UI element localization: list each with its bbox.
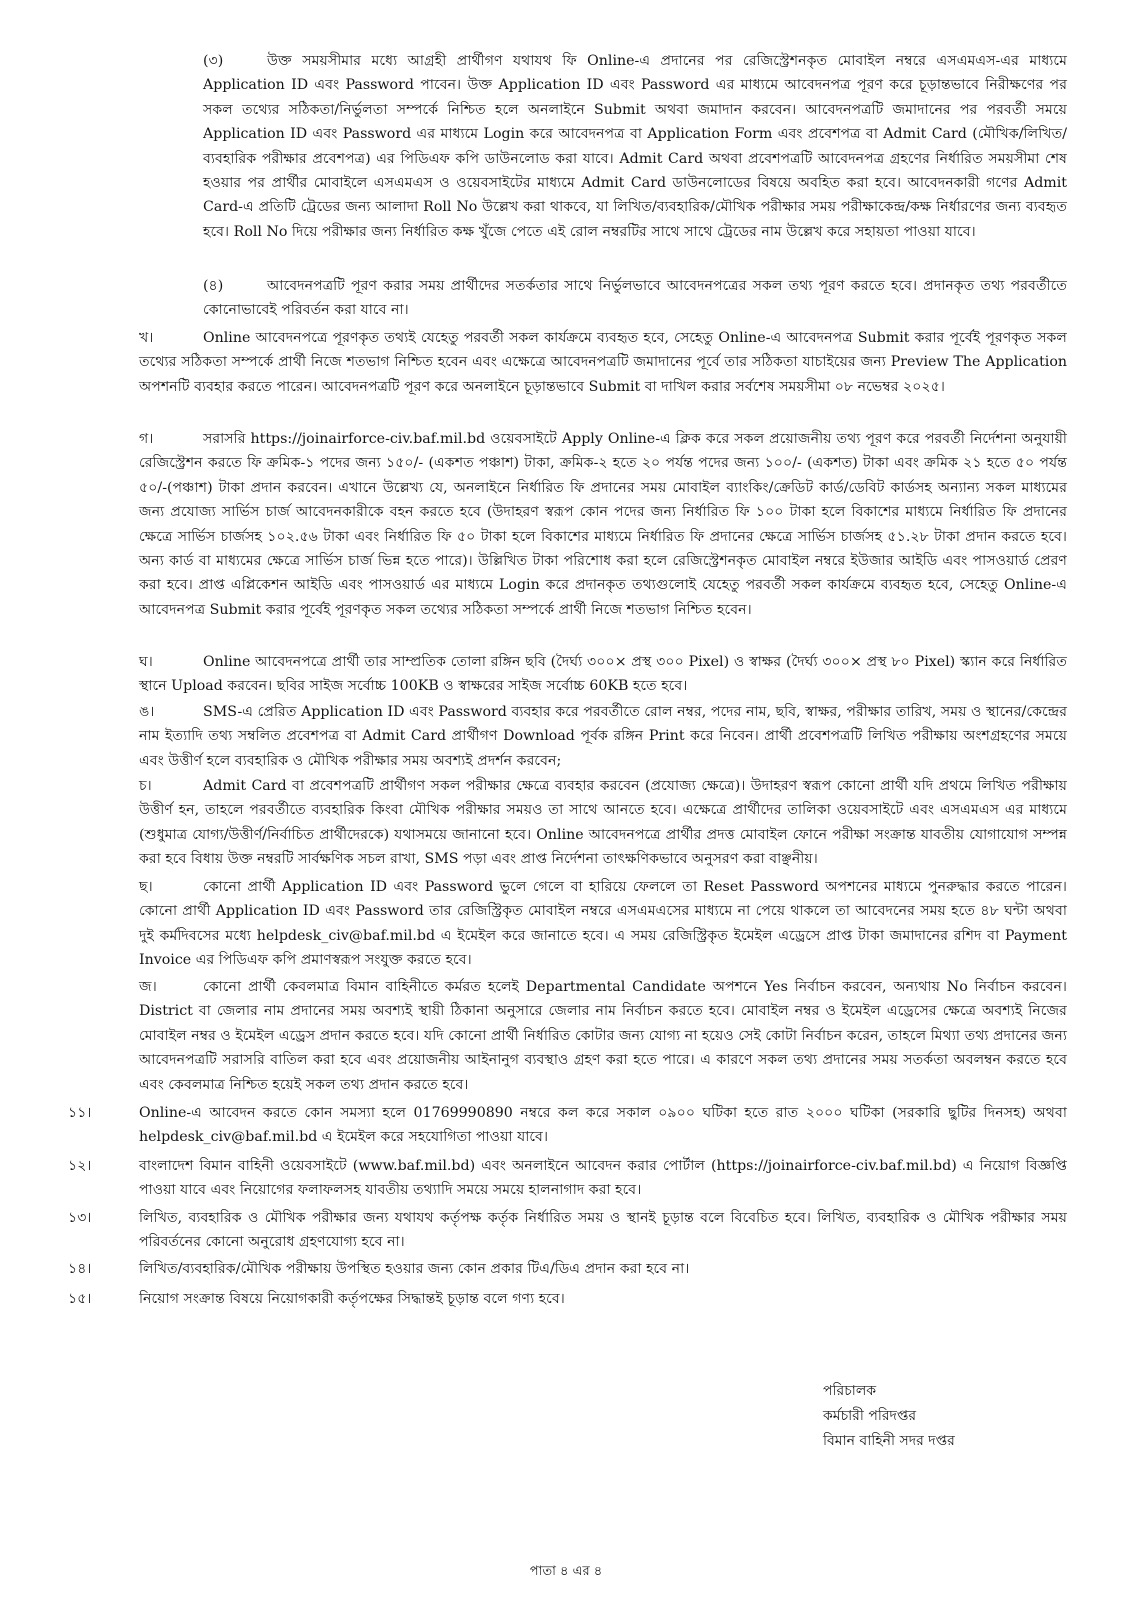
section-label-cha: ছ। bbox=[139, 879, 153, 895]
paragraph-4 bbox=[203, 274, 1067, 323]
section-label-uma: ঙ। bbox=[139, 704, 155, 720]
item-label-13: ১৩। bbox=[68, 1210, 92, 1226]
paragraph-text: Admit Card বা প্রবেশপত্রটি প্রার্থীগণ সকল পরীক্ষার ক্ষেত্রে ব্যবহার করবেন (প্রযোজ্য ক্ষেত্রে)। উদাহরণ স্বরূপ কোনো প্রার্থী যদি প্রথমে লিখিত পরীক্ষায় উত্তীর্ণ হন, তাহলে পরবর্তীতে ব্যবহারিক কিংবা মৌখিক পরীক্ষার সময়ও তা সাথে আনতে হবে। এক্ষেত্রে প্রার্থীদের তালিকা ওয়েবসাইটে এবং এসএমএস এর মাধ্যমে (শুধুমাত্র যোগ্য/উত্তীর্ণ/নির্বাচিত প্রার্থীদেরকে) যথাসময়ে জানানো হবে। Online আবেদনপত্রে প্রার্থীর প্রদত্ত মোবাইল ফোনে পরীক্ষা সংক্রান্ত যাবতীয় যোগাযোগ সম্পন্ন করা হবে বিধায় উক্ত নম্বরটি সার্বক্ষণিক সচল রাখা, SMS পড়া এবং প্রাপ্ত নির্দেশনা তাৎক্ষণিকভাবে অনুসরণ করা বাঞ্ছনীয়। bbox=[139, 778, 1067, 868]
page-number: পাতা ৪ এর ৪ bbox=[529, 1564, 603, 1579]
item-label-15: ১৫। bbox=[68, 1291, 92, 1307]
paragraph-text: কোনো প্রার্থী Application ID এবং Password ভুলে গেলে বা হারিয়ে ফেললে তা Reset Password অপশনের মাধ্যমে পুনরুদ্ধার করতে পারেন। কোনো প্রার্থী Application ID এবং Password তার রেজিস্ট্রিকৃত মোবাইল নম্বরে এসএমএসের মাধ্যমে না পেয়ে থাকলে তা আবেদনের সময় হতে ৪৮ ঘন্টা অথবা দুই কর্মদিবসের মধ্যে helpdesk_civ@baf.mil.bd এ ইমেইল করে জানাতে হবে। এ সময় রেজিস্ট্রিকৃত ইমেইল এড্রেসে প্রাপ্ত টাকা জমাদানের রশিদ বা Payment Invoice এর পিডিএফ কপি প্রমাণস্বরূপ সংযুক্ত করতে হবে। bbox=[139, 879, 1067, 969]
paragraph-3 bbox=[203, 49, 1067, 244]
section-ga bbox=[139, 427, 1067, 622]
paragraph-text: Online আবেদনপত্রে প্রার্থী তার সাম্প্রতিক তোলা রঙ্গিন ছবি (দৈর্ঘ্য ৩০০× প্রস্থ ৩০০ Pixel) ও স্বাক্ষর (দৈর্ঘ্য ৩০০× প্রস্থ ৮০ Pixel) স্ক্যান করে নির্ধারিত স্থানে Upload করবেন। ছবির সাইজ সর্বোচ্চ 100KB ও স্বাক্ষরের সাইজ সর্বোচ্চ 60KB হতে হবে। bbox=[139, 654, 1067, 695]
item-12 bbox=[139, 1154, 1067, 1203]
paragraph-text: নিয়োগ সংক্রান্ত বিষয়ে নিয়োগকারী কর্তৃপক্ষের সিদ্ধান্তই চূড়ান্ত বলে গণ্য হবে। bbox=[139, 1291, 565, 1307]
section-label-gha: ঘ। bbox=[139, 654, 153, 670]
signature-block bbox=[823, 1379, 955, 1454]
signature-office: কর্মচারী পরিদপ্তর bbox=[823, 1408, 917, 1424]
item-label-14: ১৪। bbox=[68, 1261, 92, 1277]
paragraph-text: Online-এ আবেদন করতে কোন সমস্যা হলে 01769990890 নম্বরে কল করে সকাল ০৯০০ ঘটিকা হতে রাত ২০০০ ঘটিকা (সরকারি ছুটির দিনসহ) অথবা helpdesk_civ@baf.mil.bd এ ইমেইল করে সহযোগিতা পাওয়া যাবে। bbox=[139, 1105, 1067, 1146]
paragraph-text: লিখিত/ব্যবহারিক/মৌখিক পরীক্ষায় উপস্থিত হওয়ার জন্য কোন প্রকার টিএ/ডিএ প্রদান করা হবে না। bbox=[139, 1261, 690, 1277]
section-kha bbox=[139, 326, 1067, 399]
signature-title: পরিচালক bbox=[823, 1383, 877, 1399]
section-gha bbox=[139, 650, 1067, 699]
paragraph-text: Online আবেদনপত্রে পূরণকৃত তথ্যই যেহেতু পরবর্তী সকল কার্যক্রমে ব্যবহৃত হবে, সেহেতু Online-এ আবেদনপত্র Submit করার পূর্বেই পূরণকৃত সকল তথ্যের সঠিকতা সম্পর্কে প্রার্থী নিজে শতভাগ নিশ্চিত হবেন এবং এক্ষেত্রে আবেদনপত্রটি জমাদানের পূর্বে তার সঠিকতা যাচাইয়ের জন্য Preview The Application অপশনটি ব্যবহার করতে পারেন। আবেদনপত্রটি পূরণ করে অনলাইনে চূড়ান্তভাবে Submit বা দাখিল করার সর্বশেষ সময়সীমা ০৮ নভেম্বর ২০২৫। bbox=[139, 330, 1067, 395]
section-uma bbox=[139, 700, 1067, 773]
paragraph-text: সরাসরি https://joinairforce-civ.baf.mil.bd ওয়েবসাইটে Apply Online-এ ক্লিক করে সকল প্রয়োজনীয় তথ্য পূরণ করে পরবর্তী নির্দেশনা অনুযায়ী রেজিস্ট্রেশন করতে ফি ক্রমিক-১ পদের জন্য ১৫০/- (একশত পঞ্চাশ) টাকা, ক্রমিক-২ হতে ২০ পর্যন্ত পদের জন্য ১০০/- (একশত) টাকা এবং ক্রমিক ২১ হতে ৫০ পর্যন্ত ৫০/-(পঞ্চাশ) টাকা প্রদান করবেন। এখানে উল্লেখ্য যে, অনলাইনে নির্ধারিত ফি প্রদানের সময় মোবাইল ব্যাংকিং/ক্রেডিট কার্ড/ডেবিট কার্ডসহ অন্যান্য সকল মাধ্যমের জন্য প্রযোজ্য সার্ভিস চার্জ আবেদনকারীকে বহন করতে হবে (উদাহরণ স্বরূপ কোন পদের জন্য নির্ধারিত ফি ১০০ টাকা হলে বিকাশের মাধ্যমে নির্ধারিত ফি প্রদানের ক্ষেত্রে সার্ভিস চার্জসহ ১০২.৫৬ টাকা এবং নির্ধারিত ফি ৫০ টাকা হলে বিকাশের মাধ্যমে নির্ধারিত ফি প্রদানের ক্ষেত্রে সার্ভিস চার্জসহ ৫১.২৮ টাকা প্রদান করতে হবে। অন্য কার্ড বা মাধ্যমের ক্ষেত্রে সার্ভিস চার্জ ভিন্ন হতে পারে)। উল্লিখিত টাকা পরিশোধ করা হলে রেজিস্ট্রেশনকৃত মোবাইল নম্বরে ইউজার আইডি এবং পাসওয়ার্ড প্রেরণ করা হবে। প্রাপ্ত এপ্লিকেশন আইডি এবং পাসওয়ার্ড এর মাধ্যমে Login করে প্রদানকৃত তথ্যগুলোই যেহেতু পরবর্তী সকল কার্যক্রমে ব্যবহৃত হবে, সেহেতু Online-এ আবেদনপত্র Submit করার পূর্বেই পূরণকৃত সকল তথ্যের সঠিকতা সম্পর্কে প্রার্থী নিজে শতভাগ নিশ্চিত হবেন। bbox=[139, 431, 1067, 618]
item-11 bbox=[139, 1101, 1067, 1150]
paragraph-text: লিখিত, ব্যবহারিক ও মৌখিক পরীক্ষার জন্য যথাযথ কর্তৃপক্ষ কর্তৃক নির্ধারিত সময় ও স্থানই চূড়ান্ত বলে বিবেচিত হবে। লিখিত, ব্যবহারিক ও মৌখিক পরীক্ষার সময় পরিবর্তনের কোনো অনুরোধ গ্রহণযোগ্য হবে না। bbox=[139, 1210, 1067, 1251]
section-label-ca: চ। bbox=[139, 778, 152, 794]
section-ca bbox=[139, 774, 1067, 872]
item-15 bbox=[139, 1287, 1067, 1311]
item-13 bbox=[139, 1206, 1067, 1255]
section-label-kha: খ। bbox=[139, 330, 154, 346]
section-label-ga: গ। bbox=[139, 431, 154, 447]
section-cha bbox=[139, 875, 1067, 973]
paragraph-text: উক্ত সময়সীমার মধ্যে আগ্রহী প্রার্থীগণ যথাযথ ফি Online-এ প্রদানের পর রেজিস্ট্রেশনকৃত মোবাইল নম্বরে এসএমএস-এর মাধ্যমে Application ID এবং Password পাবেন। উক্ত Application ID এবং Password এর মাধ্যমে আবেদনপত্র পূরণ করে চূড়ান্তভাবে নিরীক্ষণের পর সকল তথ্যের সঠিকতা/নির্ভুলতা সম্পর্কে নিশ্চিত হলে অনলাইনে Submit অথবা জমাদান করবেন। আবেদনপত্রটি জমাদানের পর পরবর্তী সময়ে Application ID এবং Password এর মাধ্যমে Login করে আবেদনপত্র বা Application Form এবং প্রবেশপত্র বা Admit Card (মৌখিক/লিখিত/ব্যবহারিক পরীক্ষার প্রবেশপত্র) এর পিডিএফ কপি ডাউনলোড করা যাবে। Admit Card অথবা প্রবেশপত্রটি আবেদনপত্র গ্রহণের নির্ধারিত সময়সীমা শেষ হওয়ার পর প্রার্থীর মোবাইলে এসএমএস ও ওয়েবসাইটের মাধ্যমে Admit Card ডাউনলোডের বিষয়ে অবহিত করা হবে। আবেদনকারী গণের Admit Card-এ প্রতিটি ট্রেডের জন্য আলাদা Roll No উল্লেখ করা থাকবে, যা লিখিত/ব্যবহারিক/মৌখিক পরীক্ষার সময় পরীক্ষাকেন্দ্র/কক্ষ নির্ধারণের জন্য ব্যবহৃত হবে। Roll No দিয়ে পরীক্ষার জন্য নির্ধারিত কক্ষ খুঁজে পেতে এই রোল নম্বরটির সাথে সাথে ট্রেডের নাম উল্লেখ করে সহায়তা পাওয়া যাবে। bbox=[203, 53, 1067, 240]
item-label-11: ১১। bbox=[68, 1105, 92, 1121]
signature-organization: বিমান বাহিনী সদর দপ্তর bbox=[823, 1433, 955, 1449]
paragraph-text: SMS-এ প্রেরিত Application ID এবং Password ব্যবহার করে পরবর্তীতে রোল নম্বর, পদের নাম, ছবি, স্বাক্ষর, পরীক্ষার তারিখ, সময় ও স্থানের/কেন্দ্রের নাম ইত্যাদি তথ্য সম্বলিত প্রবেশপত্র বা Admit Card প্রার্থীগণ Download পূর্বক রঙ্গিন Print করে নিবেন। প্রার্থী প্রবেশপত্রটি লিখিত পরীক্ষায় অংশগ্রহণের সময়ে এবং উত্তীর্ণ হলে ব্যবহারিক ও মৌখিক পরীক্ষার সময় অবশ্যই প্রদর্শন করবেন; bbox=[139, 704, 1067, 769]
item-label-12: ১২। bbox=[68, 1158, 92, 1174]
paragraph-text: আবেদনপত্রটি পূরণ করার সময় প্রার্থীদের সতর্কতার সাথে নির্ভুলভাবে আবেদনপত্রের সকল তথ্য পূরণ করতে হবে। প্রদানকৃত তথ্য পরবর্তীতে কোনোভাবেই পরিবর্তন করা যাবে না। bbox=[203, 278, 1067, 319]
section-ja bbox=[139, 975, 1067, 1097]
paragraph-text: বাংলাদেশ বিমান বাহিনী ওয়েবসাইটে (www.baf.mil.bd) এবং অনলাইনে আবেদন করার পোর্টাল (https://joinairforce-civ.baf.mil.bd) এ নিয়োগ বিজ্ঞপ্তি পাওয়া যাবে এবং নিয়োগের ফলাফলসহ যাবতীয় তথ্যাদি সময়ে সময়ে হালনাগাদ করা হবে। bbox=[139, 1158, 1067, 1199]
section-label-ja: জ। bbox=[139, 979, 157, 995]
paragraph-text: কোনো প্রার্থী কেবলমাত্র বিমান বাহিনীতে কর্মরত হলেই Departmental Candidate অপশনে Yes নির্বাচন করবেন, অন্যথায় No নির্বাচন করবেন। District বা জেলার নাম প্রদানের সময় অবশ্যই স্থায়ী ঠিকানা অনুসারে জেলার নাম নির্বাচন করতে হবে। মোবাইল নম্বর ও ইমেইল এড্রেসের ক্ষেত্রে অবশ্যই নিজের মোবাইল নম্বর ও ইমেইল এড্রেস প্রদান করতে হবে। যদি কোনো প্রার্থী নির্ধারিত কোটার জন্য যোগ্য না হয়েও সেই কোটা নির্বাচন করেন, তাহলে মিথ্যা তথ্য প্রদানের জন্য আবেদনপত্রটি সরাসরি বাতিল করা হবে এবং প্রয়োজনীয় আইনানুগ ব্যবস্থাও গ্রহণ করা হতে পারে। এ কারণে সকল তথ্য প্রদানের সময় সতর্কতা অবলম্বন করতে হবে এবং কেবলমাত্র নিশ্চিত হয়েই সকল তথ্য প্রদান করতে হবে। bbox=[139, 979, 1067, 1093]
paragraph-label: (৪) bbox=[203, 278, 224, 294]
paragraph-label: (৩) bbox=[203, 53, 224, 69]
item-14 bbox=[139, 1257, 1067, 1281]
